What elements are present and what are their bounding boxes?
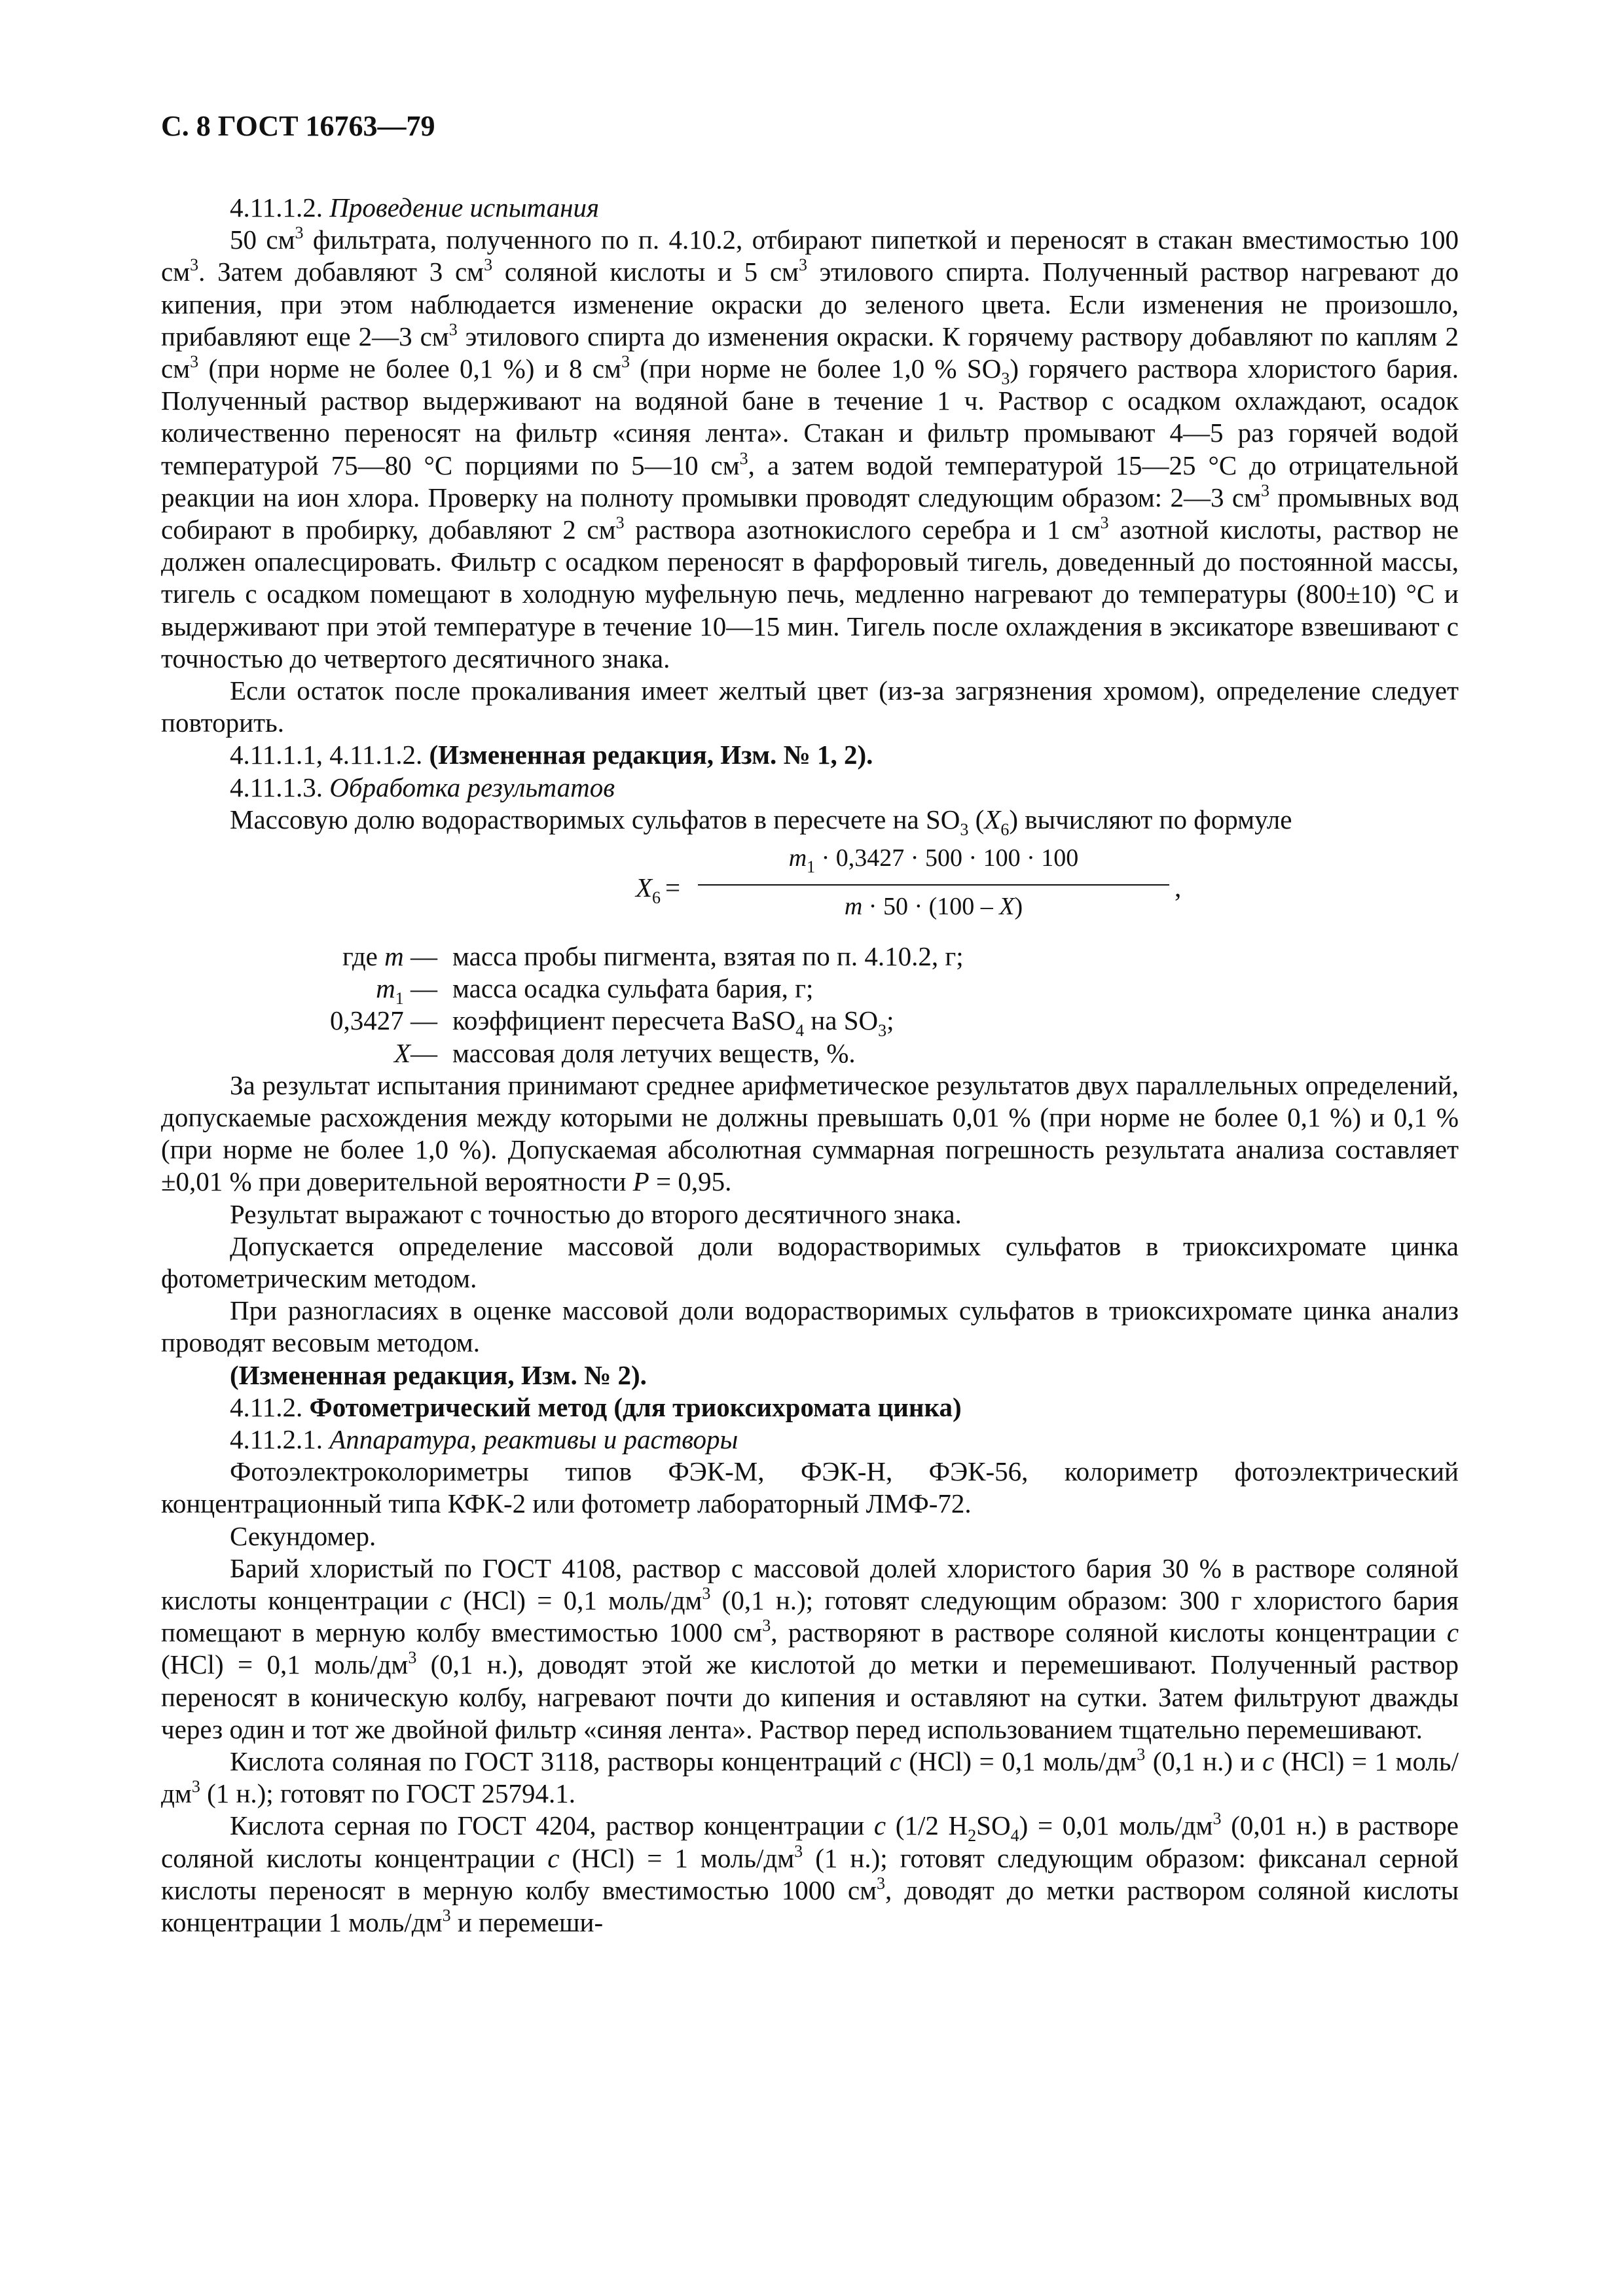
formula-denominator: m · 50 · (100 – X) [844, 893, 1023, 921]
apparatus-paragraph: Фотоэлектроколориметры типов ФЭК-М, ФЭК-Н, ФЭК-56, колориметр фотоэлектрический концентрационный типа КФК-2 или фотометр лабораторный ЛМФ-72. [161, 1456, 1459, 1519]
section-number: 4.11.1.2. [230, 192, 330, 223]
variable-definitions [161, 941, 1459, 1069]
stopwatch-paragraph: Секундомер. [230, 1520, 376, 1551]
photometric-allowed-paragraph: Допускается определение массовой доли водорастворимых сульфатов в триоксихромате цинка фотометрическим методом. [161, 1230, 1459, 1294]
page-header: С. 8 ГОСТ 16763—79 [161, 110, 435, 142]
definition-row: где m — масса пробы пигмента, взятая по п. 4.10.2, г; [342, 941, 964, 972]
section-title: Проведение испытания [329, 192, 600, 223]
section-title: Фотометрический метод (для триоксихромата цинка) [309, 1391, 962, 1422]
change-note: 4.11.1.1, 4.11.1.2. (Измененная редакция, Изм. № 1, 2). [230, 740, 873, 770]
definition-row: $m_1$ — масса осадка сульфата бария, г; [376, 973, 814, 1009]
fraction-bar [698, 884, 1169, 886]
section-heading-4-11-2 [161, 1391, 1459, 1424]
repeat-note-paragraph: Если остаток после прокаливания имеет желтый цвет (из-за загрязнения хромом), определение следует повторить. [161, 675, 1459, 738]
precision-paragraph: Результат выражают с точностью до второго десятичного знака. [230, 1198, 962, 1229]
section-number: 4.11.2. [230, 1391, 310, 1422]
formula-numerator: $m_1 \cdot 0,3427 \cdot 500 \cdot 100 \cdot 100$ [788, 844, 1079, 877]
document-body [161, 192, 1459, 1939]
section-heading-4-11-1-3 [161, 772, 1459, 804]
definition-row: X— массовая доля летучих веществ, %. [393, 1037, 856, 1068]
section-heading-4-11-1-2 [161, 192, 1459, 224]
change-note: (Измененная редакция, Изм. № 2). [230, 1359, 647, 1390]
barium-chloride-paragraph: Барий хлористый по ГОСТ 4108, раствор с массовой долей хлористого бария 30 % в растворе соляной кислоты концентрации c (HCl) = 0,1 моль/$дм^3$ (0,1 н.); готовят следующим образом: 300 г хлористого бария помещают в мерную колбу вместимостью 1000 $см^3$, растворяют в растворе соляной кислоты концентрации c (HCl) = 0,1 моль/$дм^3$ (0,1 н.), доводят этой же кислотой до метки и перемешивают. Полученный раствор переносят в коническую колбу, нагревают почти до кипения и оставляют на сутки. Затем фильтруют дважды через один и тот же двойной фильтр «синяя лента». Раствор перед использованием тщательно перемешивают. [161, 1552, 1459, 1744]
sulfuric-acid-paragraph: Кислота серная по ГОСТ 4204, раствор концентрации c (1/2 $H_2SO_4) = 0,01$ моль/$дм^3$ (0,01 н.) в растворе соляной кислоты концентрации c (HCl) = 1 моль/$дм^3$ (1 н.); готовят следующим образом: фиксанал серной кислоты переносят в мерную колбу вместимостью 1000 $см^3$, доводят до метки раствором соляной кислоты концентрации 1 моль/$дм^3$ и перемеши- [161, 1809, 1459, 1938]
results-paragraph: За результат испытания принимают среднее арифметическое результатов двух параллельных определений, допускаемые расхождения между которыми не должны превышать 0,01 % (при норме не более 0,1 %) и 0,1 % (при норме не более 1,0 %). Допускаемая абсолютная суммарная погрешность результата анализа составляет ±0,01 % при доверительной вероятности P = 0,95. [161, 1069, 1459, 1197]
section-heading-4-11-2-1 [161, 1424, 1459, 1456]
definition-row: 0,3427 — коэффициент пересчета BaSO$_4$ на $SO_3$; [330, 1005, 894, 1041]
procedure-paragraph: 50 $см^3$ фильтрата, полученного по п. 4.10.2, отбирают пипеткой и переносят в стакан вместимостью 100 $см^3$. Затем добавляют 3 $см^3$ соляной кислоты и 5 $см^3$ этилового спирта. Полученный раствор нагревают до кипения, при этом наблюдается изменение окраски до зеленого цвета. Если изменения не произошло, прибавляют еще 2—3 $см^3$ этилового спирта до изменения окраски. К горячему раствору добавляют по каплям 2 $см^3$ (при норме не более 0,1 %) и 8 $см^3$ (при норме не более 1,0 % $SO_3$) горячего раствора хлористого бария. Полученный раствор выдерживают на водяной бане в течение 1 ч. Раствор с осадком охлаждают, осадок количественно переносят на фильтр «синяя лента». Стакан и фильтр промывают 4—5 раз горячей водой температурой 75—80 °С порциями по 5—10 $см^3$, а затем водой температурой 15—25 °С до отрицательной реакции на ион хлора. Проверку на полноту промывки проводят следующим образом: 2—3 $см^3$ промывных вод собирают в пробирку, добавляют 2 $см^3$ раствора азотнокислого серебра и 1 $см^3$ азотной кислоты, раствор не должен опалесцировать. Фильтр с осадком переносят в фарфоровый тигель, доведенный до постоянной массы, тигель с осадком помещают в холодную муфельную печь, медленно нагревают до температуры (800±10) °С и выдерживают при этой температуре в течение 10—15 мин. Тигель после охлаждения в эксикаторе взвешивают с точностью до четвертого десятичного знака. [161, 223, 1459, 673]
hydrochloric-acid-paragraph: Кислота соляная по ГОСТ 3118, растворы концентраций c (HCl) = 0,1 моль/$дм^3$ (0,1 н.) и c (HCl) = 1 моль/$дм^3$ (1 н.); готовят по ГОСТ 25794.1. [161, 1745, 1459, 1809]
section-number: 4.11.2.1. [230, 1424, 330, 1455]
disagreement-paragraph: При разногласиях в оценке массовой доли водорастворимых сульфатов в триоксихромате цинка анализ проводят весовым методом. [161, 1295, 1459, 1358]
formula-block [161, 836, 1459, 941]
section-title: Обработка результатов [329, 772, 615, 802]
formula-lhs: $X_6$ [636, 872, 661, 908]
formula-equals: = [665, 872, 681, 903]
section-title: Аппаратура, реактивы и растворы [329, 1424, 739, 1455]
formula-intro: Массовую долю водорастворимых сульфатов в пересчете на $SO_3$ $(X_6)$ вычисляют по формуле [230, 804, 1292, 839]
section-number: 4.11.1.3. [230, 772, 330, 802]
formula-comma: , [1175, 872, 1182, 903]
